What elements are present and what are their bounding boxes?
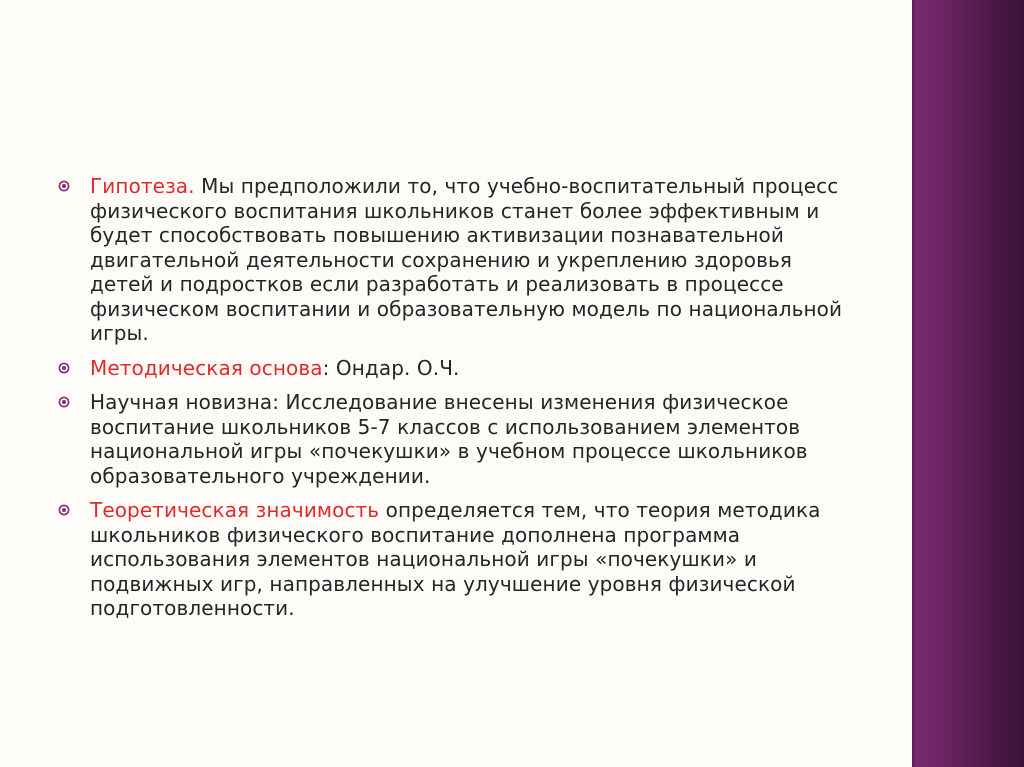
decorative-side-band (912, 0, 1024, 767)
ring-dot-icon (58, 180, 70, 192)
bullet-text (90, 390, 858, 488)
bullet-hypothesis (58, 174, 858, 346)
bullet-body-methodical-basis: : Ондар. О.Ч. (322, 355, 460, 380)
bullet-label-theoretical-significance: Теоретическая значимость (90, 498, 380, 522)
bullet-scientific-novelty (58, 390, 858, 488)
ring-dot-icon (58, 396, 70, 408)
bullet-body-scientific-novelty: Научная новизна: Исследование внесены изменения физическое воспитание школьников 5-7 классов с использованием элементов национальной игры «почекушки» в учебном процессе школьников образовательного учреждении. (90, 390, 808, 488)
ring-dot-icon (58, 504, 70, 516)
bullet-methodical-basis (58, 356, 858, 381)
bullet-body-theoretical-significance: определяется тем, что теория методика школьников физического воспитание дополнена программа использования элементов национальной игры «почекушки» и подвижных игр, направленных на улучшение уровня физической подготовленности. (90, 498, 821, 620)
bullet-text (90, 356, 858, 381)
bullet-label-methodical-basis: Методическая основа (90, 355, 323, 380)
bullet-text (90, 498, 858, 621)
bullet-theoretical-significance (58, 498, 858, 621)
side-band-edge (912, 0, 916, 767)
bullet-body-hypothesis: Мы предположили то, что учебно-воспитательный процесс физического воспитания школьников станет более эффективным и будет способствовать повышению активизации познавательной двигательной деятельности сохранению и укреплению здоровья детей и подростков если разработать и реализовать в процессе физическом воспитании и образовательную модель по национальной игры. (90, 174, 843, 345)
ring-dot-icon (58, 362, 70, 374)
slide-content (58, 174, 858, 631)
bullet-label-hypothesis: Гипотеза. (90, 174, 195, 198)
bullet-text (90, 174, 858, 346)
